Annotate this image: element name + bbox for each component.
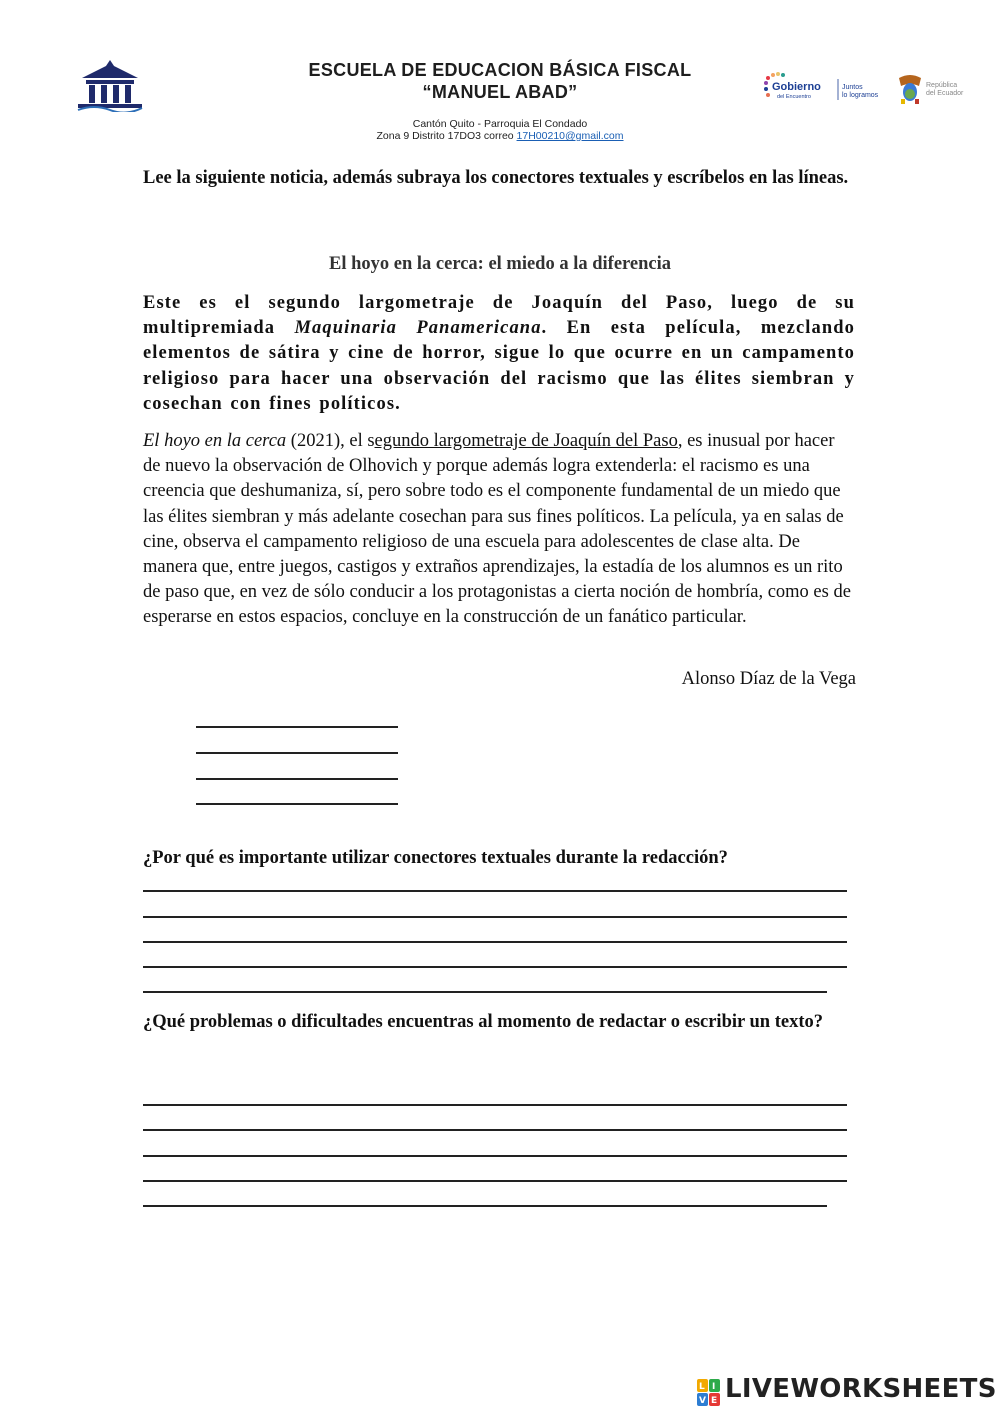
lead-text-2: . En esta película, mezclando elementos de sátira y cine de horror, sigue lo que ocurre en un campamento religioso para hacer una observación del racismo que las élites siembran y cosechan con fines políticos. [143, 318, 855, 414]
svg-text:I: I [712, 1382, 716, 1392]
question-2-answer-line[interactable] [143, 1104, 847, 1106]
school-location: Cantón Quito - Parroquia El Condado [412, 118, 588, 130]
connector-answer-line[interactable] [196, 803, 398, 805]
article-author: Alonso Díaz de la Vega [681, 669, 856, 689]
liveworksheets-brand: LIVEWORKSHEETS [725, 1374, 997, 1404]
body-underlined-text: egundo largometraje de Joaquín del Paso [374, 431, 678, 451]
svg-text:E: E [711, 1396, 718, 1406]
question-2-answer-line[interactable] [143, 1129, 847, 1131]
question-2-answer-line[interactable] [143, 1180, 847, 1182]
article-lead [143, 291, 855, 417]
school-logo-icon [74, 60, 146, 112]
school-name-line-1: ESCUELA DE EDUCACION BÁSICA FISCAL [308, 60, 692, 80]
lead-text-1: Este es el segundo largometraje de Joaquín del Paso, luego de su multipremiada [143, 293, 855, 339]
republic-label-1: República [926, 82, 958, 89]
republic-label-2: del Ecuador [926, 90, 964, 97]
question-2-answer-line[interactable] [143, 1155, 847, 1157]
gov-logo-slogan-1: Juntos [842, 84, 863, 91]
article-title: El hoyo en la cerca: el miedo a la diferencia [328, 254, 672, 274]
body-film-title: El hoyo en la cerca [143, 431, 287, 451]
school-name-line-2: “MANUEL ABAD” [422, 82, 578, 102]
svg-text:L: L [699, 1382, 705, 1392]
connector-answer-line[interactable] [196, 752, 398, 754]
question-1: ¿Por qué es importante utilizar conectores textuales durante la redacción? [143, 848, 728, 868]
lead-film-title: Maquinaria Panamericana [294, 318, 542, 339]
connector-answer-line[interactable] [196, 778, 398, 780]
email-link[interactable]: 17H00210@gmail.com [516, 130, 624, 142]
connector-answer-line[interactable] [196, 726, 398, 728]
article-body [143, 429, 855, 631]
gov-logo-word-2: del Encuentro [777, 94, 811, 100]
gobierno-del-encuentro-logo-icon [762, 70, 892, 106]
body-text-2: , es inusual por hacer de nuevo la observación de Olhovich y porque además logra extenderla: el racismo es una creencia que deshumaniza, sí, pero sobre todo es el componente fundamental de un miedo que las élites siembran y más adelante cosechan para sus fines políticos. La película, ya en salas de cine, observa el campamento religioso de una escuela para adolescentes de clase alta. De manera que, entre juegos, castigos y extraños aprendizajes, la estadía de los alumnos es un rito de paso que, en vez de sólo conducir a los protagonistas a cierta noción de hombría, como es de esperarse en estos espacios, concluye en la construcción de un fanático particular. [143, 431, 851, 628]
instruction: Lee la siguiente noticia, además subraya los conectores textuales y escríbelos en las líneas. [143, 168, 849, 188]
ecuador-coat-of-arms-icon [896, 72, 964, 106]
gov-logo-word-1: Gobierno [772, 81, 821, 93]
question-2-answer-line[interactable] [143, 1205, 827, 1207]
question-1-answer-line[interactable] [143, 991, 827, 993]
question-1-answer-line[interactable] [143, 916, 847, 918]
question-1-answer-line[interactable] [143, 941, 847, 943]
school-district [200, 130, 800, 142]
question-1-answer-line[interactable] [143, 890, 847, 892]
body-text-1: (2021), el s [286, 431, 375, 451]
question-2: ¿Qué problemas o dificultades encuentras al momento de redactar o escribir un texto? [143, 1012, 823, 1032]
district-label: Zona 9 Distrito 17DO3 correo [376, 130, 517, 142]
question-1-answer-line[interactable] [143, 966, 847, 968]
liveworksheets-badge-icon [696, 1378, 722, 1408]
svg-text:V: V [699, 1396, 706, 1406]
gov-logo-slogan-2: lo logramos [842, 92, 879, 99]
